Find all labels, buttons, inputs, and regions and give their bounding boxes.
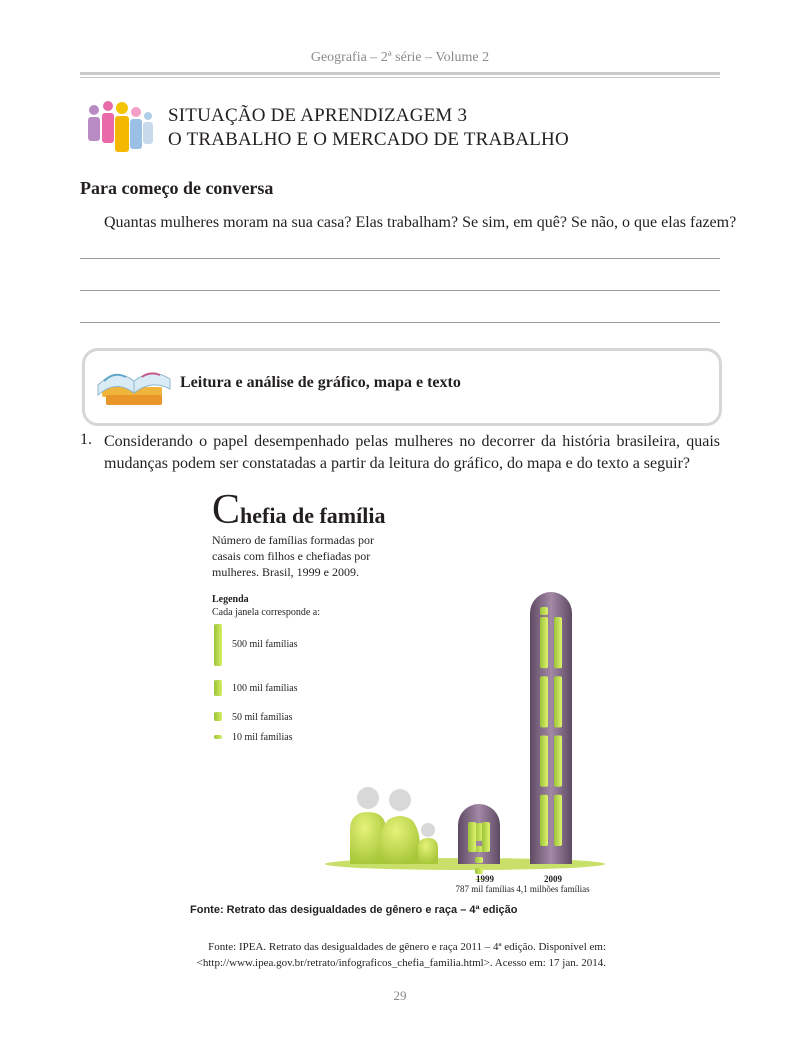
header-rule-thin bbox=[80, 77, 720, 78]
question-text: Considerando o papel desempenhado pelas mulheres no decorrer da história brasileira, quais mudanças podem ser constatadas a partir da leitura do gráfico, do mapa e do texto a seguir? bbox=[104, 433, 720, 472]
question-number: 1. bbox=[80, 431, 92, 448]
section-title-line1: SITUAÇÃO DE APRENDIZAGEM 3 bbox=[168, 105, 468, 126]
legend-label-100k: 100 mil famílias bbox=[232, 683, 298, 694]
reference-citation bbox=[80, 939, 606, 971]
bar-window-1999-base-0 bbox=[468, 822, 476, 852]
open-book-icon bbox=[94, 357, 174, 411]
chart-plot bbox=[320, 580, 610, 880]
legend-subtitle: Cada janela corresponde a: bbox=[212, 607, 321, 618]
bar-2009 bbox=[530, 592, 572, 864]
people-group-icon bbox=[84, 100, 156, 156]
legend-title: Legenda bbox=[212, 594, 249, 605]
section-title-line2: O TRABALHO E O MERCADO DE TRABALHO bbox=[168, 129, 569, 150]
bar-window-2009-2 bbox=[540, 736, 548, 787]
legend-label-50k: 50 mil famílias bbox=[232, 712, 293, 723]
reference-line-1: Fonte: IPEA. Retrato das desigualdades de gênero e raça 2011 – 4ª edição. Disponível em: bbox=[208, 941, 606, 953]
bar-window-1999-1 bbox=[475, 846, 483, 852]
conversation-heading: Para começo de conversa bbox=[80, 178, 274, 198]
legend-label-10k: 10 mil famílias bbox=[232, 732, 293, 743]
value-label-1999: 787 mil famílias bbox=[455, 884, 515, 894]
answer-line-1 bbox=[80, 258, 720, 259]
legend-swatch-100k bbox=[214, 680, 222, 696]
reference-line-2: <http://www.ipea.gov.br/retrato/infograficos_chefia_familia.html>. Acesso em: 17 jan. 2014. bbox=[196, 957, 606, 969]
answer-line-3 bbox=[80, 322, 720, 323]
answer-line-2 bbox=[80, 290, 720, 291]
chart-title-rest: hefia de família bbox=[240, 503, 386, 528]
legend-label-500k: 500 mil famílias bbox=[232, 639, 298, 650]
section-title bbox=[168, 104, 569, 152]
category-label-1999: 1999 bbox=[476, 874, 494, 884]
category-label-2009: 2009 bbox=[544, 874, 562, 884]
chart-source-caption: Fonte: Retrato das desigualdades de gênero e raça – 4ª edição bbox=[190, 904, 518, 916]
bar-window-2009-0 bbox=[540, 617, 548, 668]
family-figures-illustration bbox=[350, 787, 438, 864]
page-number: 29 bbox=[393, 988, 407, 1003]
legend-swatch-50k bbox=[214, 712, 222, 721]
conversation-question: Quantas mulheres moram na sua casa? Elas trabalham? Se sim, em quê? Se não, o que elas fazem? bbox=[104, 214, 737, 231]
bar-window-2009-1 bbox=[540, 676, 548, 727]
bar-window-1999-base-1 bbox=[482, 822, 490, 852]
bar-window-2009-7 bbox=[554, 795, 562, 846]
bar-window-2009-5 bbox=[554, 676, 562, 727]
bar-window-1999-0 bbox=[475, 823, 483, 841]
bar-window-2009-4 bbox=[554, 617, 562, 668]
chart-title-initial: C bbox=[212, 487, 241, 533]
activity-box-label: Leitura e análise de gráfico, mapa e texto bbox=[180, 374, 461, 391]
bar-window-2009-3 bbox=[540, 795, 548, 846]
legend-swatch-500k bbox=[214, 624, 222, 666]
chart-subtitle: Número de famílias formadas por casais com filhos e chefiadas por mulheres. Brasil, 1999 e 2009. bbox=[212, 533, 374, 579]
header-rule bbox=[80, 72, 720, 75]
running-header: Geografia – 2ª série – Volume 2 bbox=[310, 50, 490, 65]
chart-title bbox=[212, 487, 386, 533]
value-label-2009: 4,1 milhões famílias bbox=[516, 884, 590, 894]
bar-window-2009-top bbox=[540, 607, 548, 615]
bar-window-1999-2 bbox=[475, 857, 483, 863]
legend-swatch-10k bbox=[214, 735, 222, 739]
bar-window-2009-6 bbox=[554, 736, 562, 787]
